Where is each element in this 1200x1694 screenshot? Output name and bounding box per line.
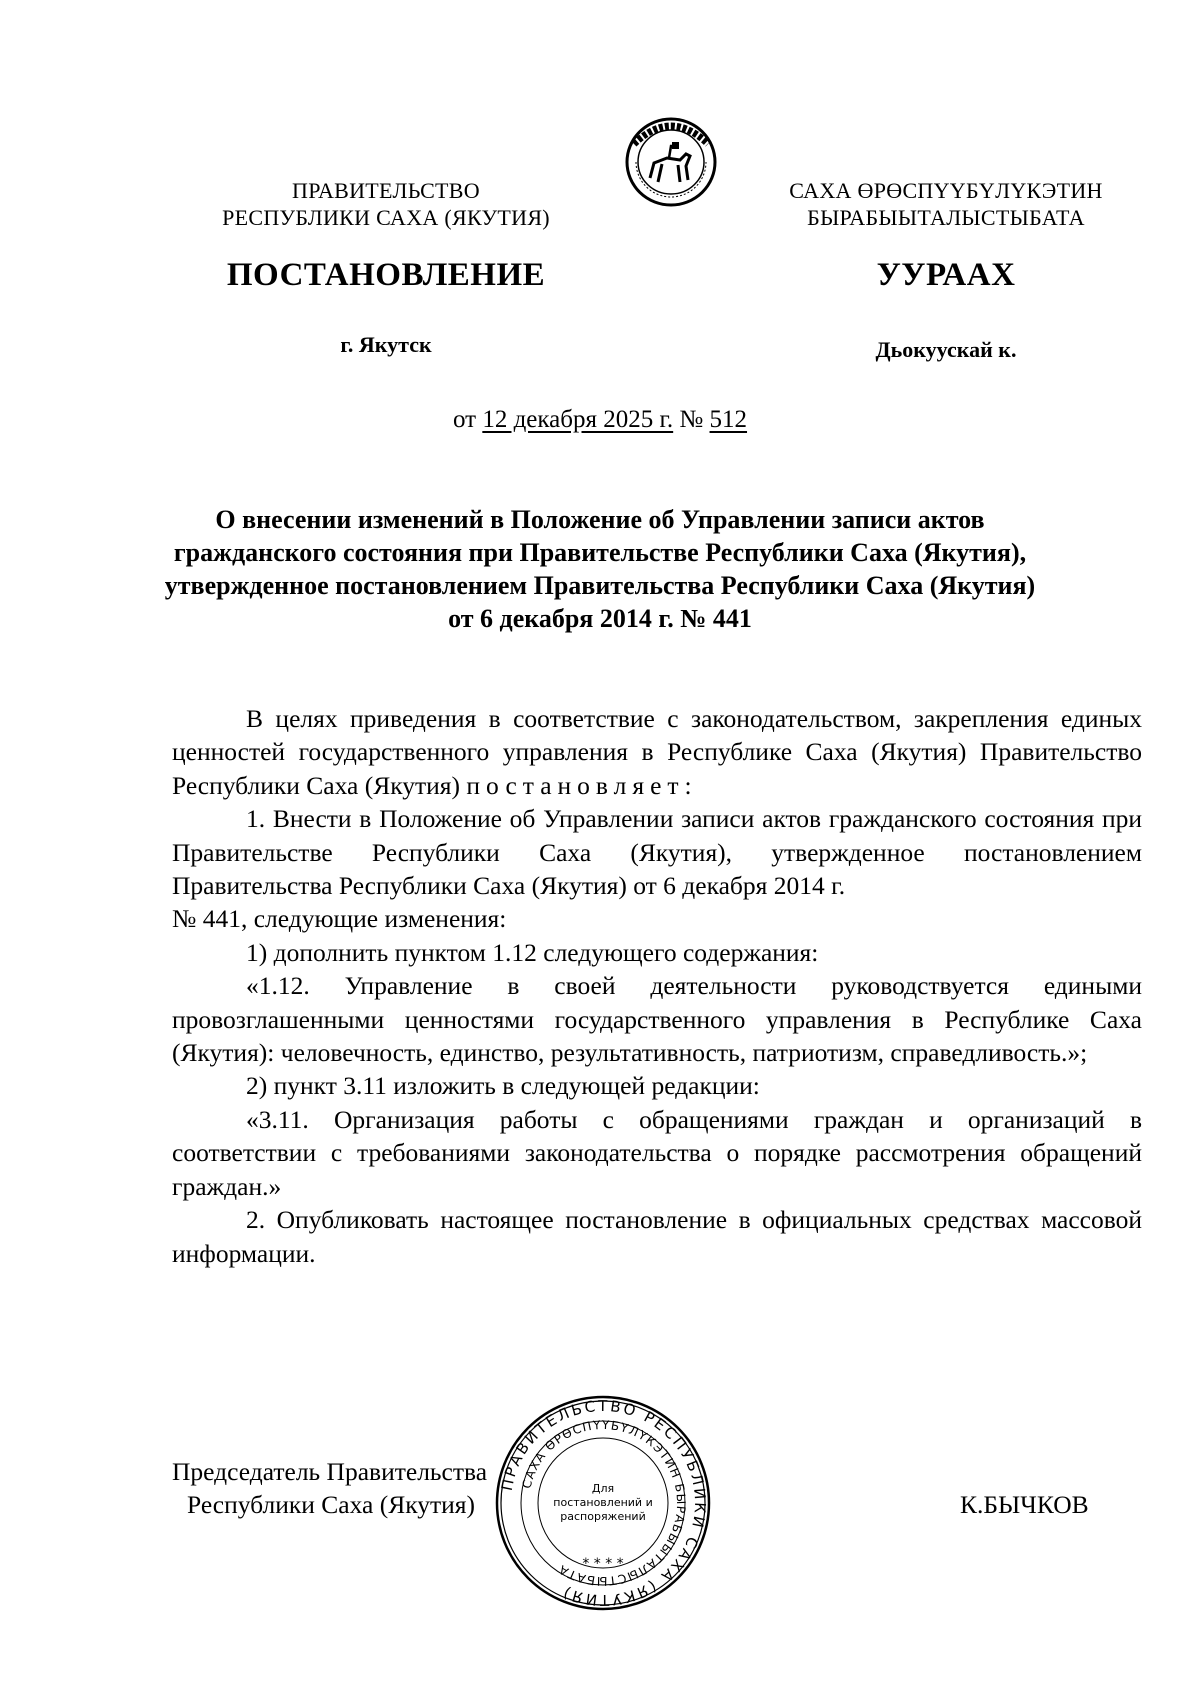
paragraph-item-2: 2. Опубликовать настоящее постановление в официальных средствах массовой информации. <box>172 1205 1142 1268</box>
title-line-4: от 6 декабря 2014 г. № 441 <box>448 604 752 633</box>
city-sakha: Дьокуускай к. <box>875 337 1017 362</box>
header-left <box>196 177 576 231</box>
doc-number: 512 <box>709 406 748 433</box>
preamble-decree-word: постановляет: <box>466 770 698 800</box>
stamp-center-line2: постановлений и <box>553 1496 653 1509</box>
doc-type-ru: ПОСТАНОВЛЕНИЕ <box>226 257 546 293</box>
official-stamp <box>494 1392 712 1614</box>
signature-name: К.БЫЧКОВ <box>960 1490 1089 1519</box>
stamp-outer-text: ПРАВИТЕЛЬСТВО РЕСПУБЛИКИ САХА (ЯКУТИЯ) <box>497 1396 710 1610</box>
gov-name-sakha-line2: БЫРАБЫЫТАЛЫСТЫБАТА <box>807 205 1085 230</box>
paragraph-subitem-2: 2) пункт 3.11 изложить в следующей редакции: <box>246 1071 760 1101</box>
number-sign: № <box>679 406 704 433</box>
stamp-center-line3: распоряжений <box>560 1510 646 1523</box>
paragraph-quote-3-11: «3.11. Организация работы с обращениями граждан и организаций в соответствии с требованиями законодательства о порядке рассмотрения обращений граждан.» <box>172 1104 1142 1201</box>
document-title <box>120 503 1080 635</box>
signature-position-line2: Республики Саха (Якутия) <box>187 1490 476 1519</box>
paragraph-item-1: 1. Внести в Положение об Управлении записи актов гражданского состояния при Правительстве Республики Саха (Якутия), утвержденное постановлением Правительства Республики Саха (Якутия) от 6 декабря 2014 г. <box>172 804 1142 901</box>
coat-of-arms-emblem <box>622 108 720 208</box>
stamp-stars: * * * * <box>582 1556 624 1572</box>
city-ru: г. Якутск <box>340 332 432 357</box>
header-right <box>756 177 1136 231</box>
gov-name-sakha-line1: САХА ӨРӨСПҮҮБҮЛҮКЭТИН <box>789 178 1103 203</box>
paragraph-item-1-cont: № 441, следующие изменения: <box>172 904 507 934</box>
stamp-center-line1: Для <box>591 1482 615 1495</box>
title-line-3: утвержденное постановлением Правительства Республики Саха (Якутия) <box>164 571 1036 600</box>
signature-position-line1: Председатель Правительства <box>172 1457 488 1486</box>
title-line-2: гражданского состояния при Правительстве Республики Саха (Якутия), <box>173 538 1027 567</box>
paragraph-subitem-1: 1) дополнить пунктом 1.12 следующего содержания: <box>246 937 819 967</box>
paragraph-quote-1-12: «1.12. Управление в своей деятельности руководствуется едиными провозглашенными ценностями государственного управления в Республике Саха (Якутия): человечность, единство, результативность, патриотизм, справедливость.»; <box>172 971 1142 1068</box>
date-prefix: от <box>452 406 477 433</box>
stamp-inner-text: САХА ӨРӨСПҮҮБҮЛҮКЭТИН БЫРАБЫЫТАЛЫСТЫБАТА <box>519 1417 689 1589</box>
title-line-1: О внесении изменений в Положение об Управлении записи актов <box>215 505 985 534</box>
date-line <box>0 406 1200 434</box>
paragraph-preamble <box>172 702 1142 802</box>
signature-position <box>172 1455 532 1521</box>
gov-name-ru-line1: ПРАВИТЕЛЬСТВО <box>292 178 480 203</box>
doc-type-sakha: УУРААХ <box>876 257 1016 293</box>
document-body <box>172 702 1142 1270</box>
preamble-text: В целях приведения в соответствие с законодательством, закрепления единых ценностей государственного управления в Республике Саха (Якутия) Правительство Республики Саха (Якутия) <box>172 704 1142 800</box>
gov-name-ru-line2: РЕСПУБЛИКИ САХА (ЯКУТИЯ) <box>222 205 550 230</box>
date-value: 12 декабря 2025 г. <box>482 406 674 433</box>
